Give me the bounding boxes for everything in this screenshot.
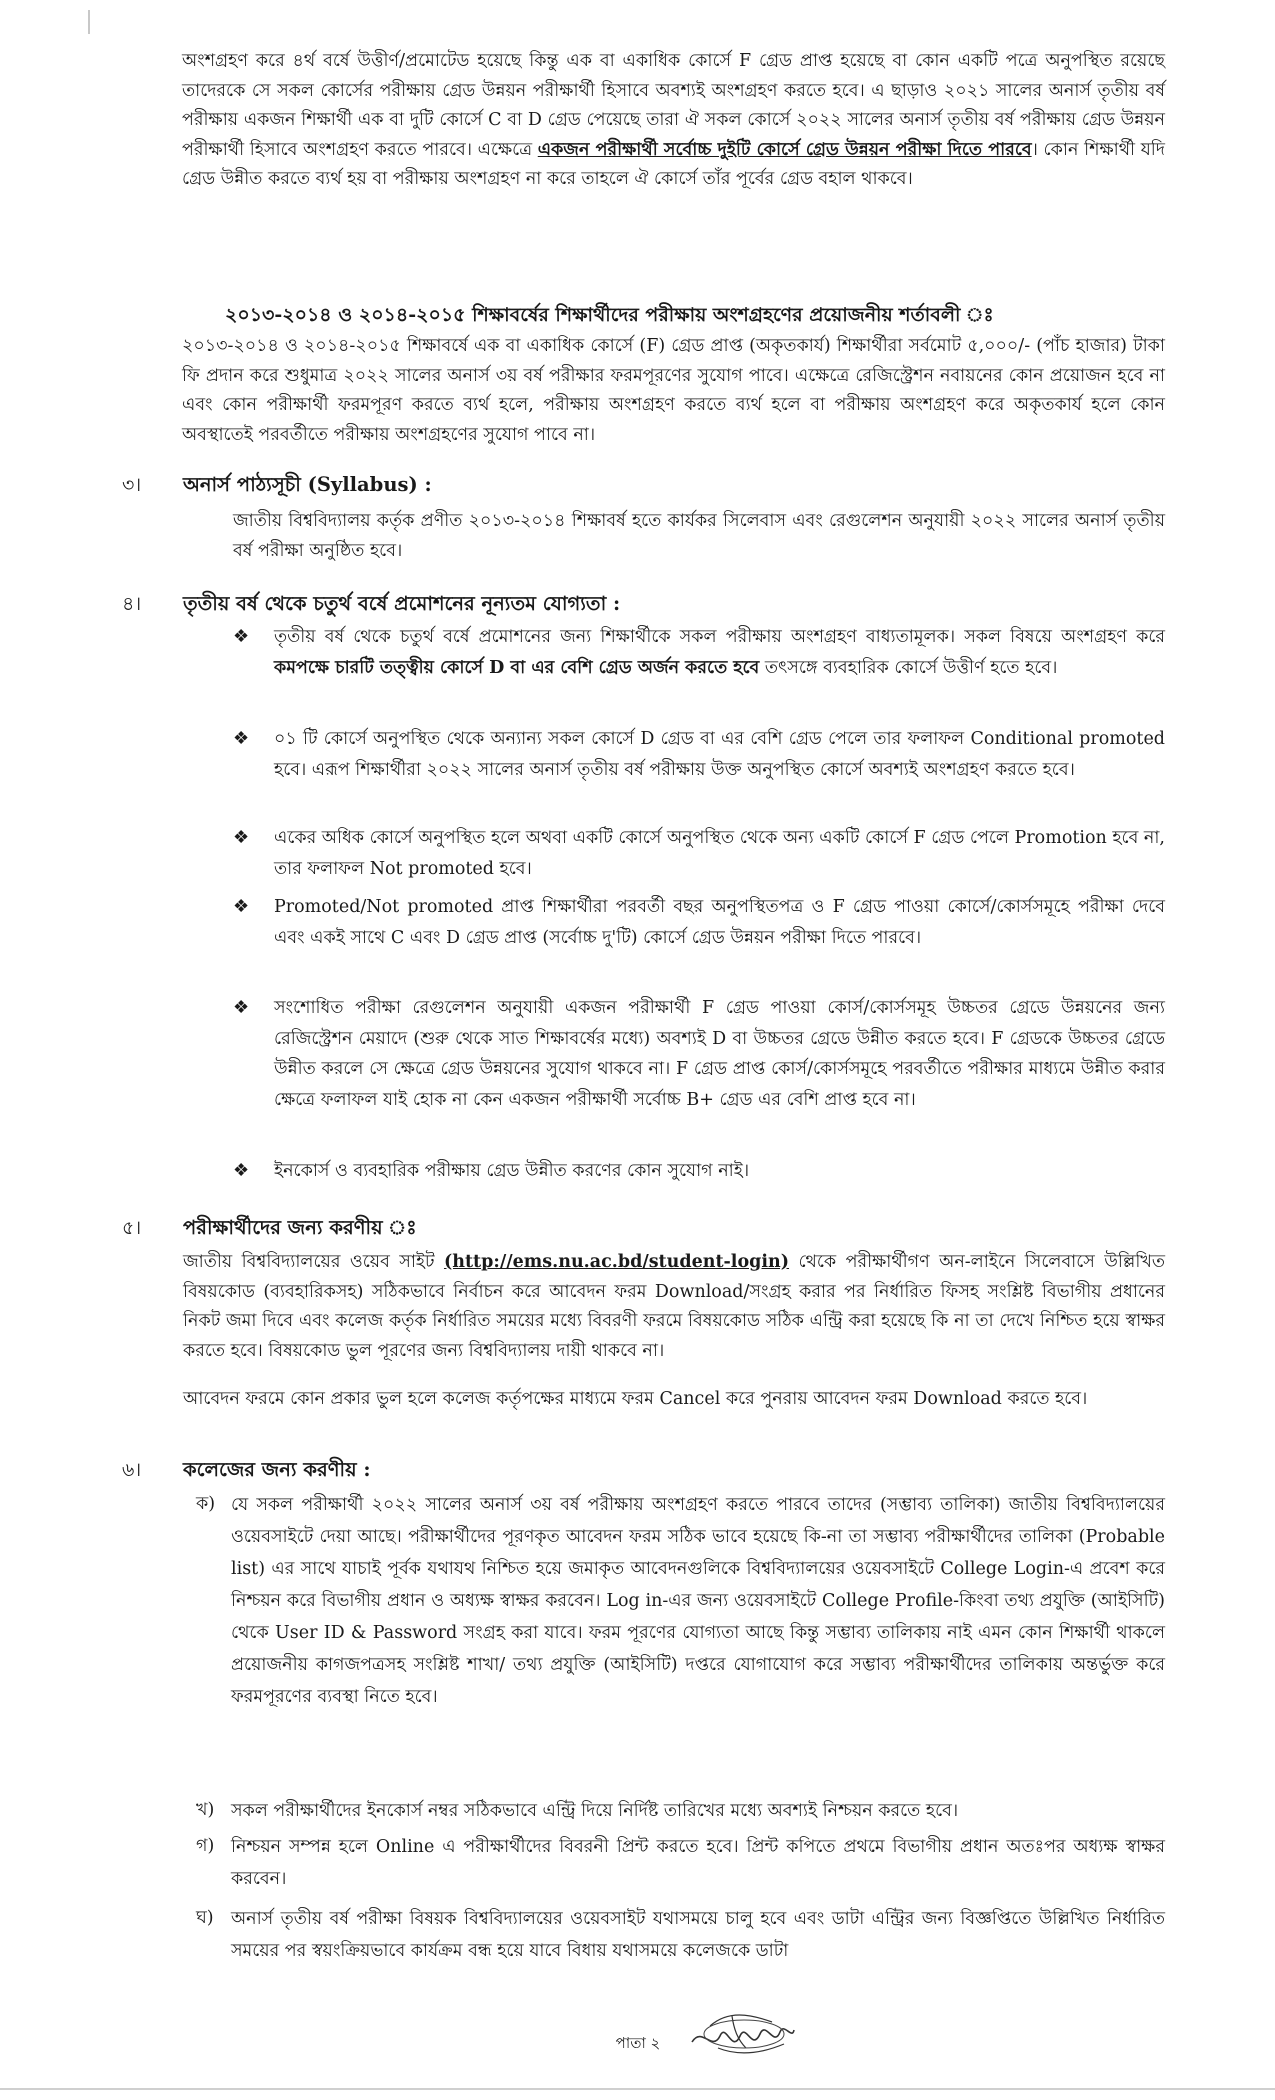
session-conditions-heading: ২০১৩-২০১৪ ও ২০১৪-২০১৫ শিক্ষাবর্ষের শিক্ষার্থীদের পরীক্ষায় অংশগ্রহণের প্রয়োজনীয় শর্তাবলী ঃ: [225, 304, 994, 326]
section3-number: ৩।: [122, 474, 142, 496]
section6-number: ৬।: [122, 1459, 142, 1481]
page-bottom-edge: [0, 2088, 1275, 2090]
signature-scribble: [688, 1996, 798, 2066]
section4-title: তৃতীয় বর্ষ থেকে চতুর্থ বর্ষে প্রমোশনের নূন্যতম যোগ্যতা :: [183, 592, 621, 615]
section5-note: আবেদন ফরমে কোন প্রকার ভুল হলে কলেজ কর্তৃপক্ষের মাধ্যমে ফরম Cancel করে পুনরায় আবেদন ফরম Download করতে হবে।: [183, 1389, 1088, 1409]
bullet-text: Promoted/Not promoted প্রাপ্ত শিক্ষার্থীরা পরবর্তী বছর অনুপস্থিতপত্র ও F গ্রেড পাওয়া কোর্সে/কোর্সসমূহে পরীক্ষা দেবে এবং একই সাথে C এবং D গ্রেড প্রাপ্ত (সর্বোচ্চ দু'টি) কোর্সে গ্রেড উন্নয়ন পরীক্ষা দিতে পারবে।: [274, 897, 1165, 948]
bullet-icon: ❖: [233, 827, 250, 848]
intro-text: অংশগ্রহণ করে ৪র্থ বর্ষে উত্তীর্ণ/প্রমোটেড হয়েছে কিন্তু এক বা একাধিক কোর্সে F গ্রেড প্রাপ্ত হয়েছে বা কোন একটি পত্রে অনুপস্থিত রয়েছে তাদেরকে সে সকল কোর্সের পরীক্ষায় গ্রেড উন্নয়ন পরীক্ষার্থী হিসাবে অবশ্যই অংশগ্রহণ করতে হবে। এ ছাড়াও ২০২১ সালের অনার্স তৃতীয় বর্ষ পরীক্ষায় একজন শিক্ষার্থী এক বা দুটি কোর্সে C বা D গ্রেড পেয়েছে তারা ঐ সকল কোর্সে ২০২২ সালের অনার্স তৃতীয় বর্ষ পরীক্ষায় গ্রেড উন্নয়ন পরীক্ষার্থী হিসাবে অংশগ্রহণ করতে পারবে। এক্ষেত্রে: [182, 51, 1165, 160]
scan-artifact: [88, 10, 90, 34]
item-text: যে সকল পরীক্ষার্থী ২০২২ সালের অনার্স ৩য় বর্ষ পরীক্ষায় অংশগ্রহণ করতে পারবে তাদের (সম্ভাব্য তালিকা) জাতীয় বিশ্ববিদ্যালয়ের ওয়েবসাইটে দেয়া আছে। পরীক্ষার্থীদের পূরণকৃত আবেদন ফরম সঠিক ভাবে হয়েছে কি-না তা সম্ভাব্য পরীক্ষার্থীদের তালিকা (Probable list) এর সাথে যাচাই পূর্বক যথাযথ নিশ্চিত হয়ে জমাকৃত আবেদনগুলিকে বিশ্ববিদ্যালয়ের ওয়েবসাইটে College Login-এ প্রবেশ করে নিশ্চয়ন করে বিভাগীয় প্রধান ও অধ্যক্ষ স্বাক্ষর করবেন। Log in-এর জন্য ওয়েবসাইটে College Profile-কিংবা তথ্য প্রযুক্তি (আইসিটি) থেকে User ID & Password সংগ্রহ করা যাবে। ফরম পূরণের যোগ্যতা আছে কিন্তু সম্ভাব্য তালিকায় নাই এমন কোন শিক্ষার্থী থাকলে প্রয়োজনীয় কাগজপত্রসহ সংশ্লিষ্ট শাখা/ তথ্য প্রযুক্তি (আইসিটি) দপ্তরে যোগাযোগ করে সম্ভাব্য পরীক্ষার্থীদের তালিকায় অন্তর্ভুক্ত করে ফরমপূরণের ব্যবস্থা নিতে হবে।: [231, 1495, 1165, 1707]
bullet-text: ইনকোর্স ও ব্যবহারিক পরীক্ষায় গ্রেড উন্নীত করণের কোন সুযোগ নাই।: [274, 1161, 750, 1181]
bullet-text: সংশোধিত পরীক্ষা রেগুলেশন অনুযায়ী একজন পরীক্ষার্থী F গ্রেড পাওয়া কোর্স/কোর্সসমূহ উচ্চতর গ্রেডে উন্নয়নের জন্য রেজিস্ট্রেশন মেয়াদে (শুরু থেকে সাত শিক্ষাবর্ষের মধ্যে) অবশ্যই D বা উচ্চতর গ্রেডে উন্নীত করতে হবে। F গ্রেডকে উচ্চতর গ্রেডে উন্নীত করলে সে ক্ষেত্রে গ্রেড উন্নয়নের সুযোগ থাকবে না। F গ্রেড প্রাপ্ত কোর্স/কোর্সসমূহে পরবর্তীতে পরীক্ষার মাধ্যমে উন্নীত করার ক্ষেত্রে ফলাফল যাই হোক না কেন একজন পরীক্ষার্থী সর্বোচ্চ B+ গ্রেড এর বেশি প্রাপ্ত হবে না।: [274, 998, 1165, 1110]
item-marker: গ): [196, 1836, 215, 1856]
bullet-bold-text: কমপক্ষে চারটি তত্ত্বীয় কোর্সে D বা এর বেশি গ্রেড অর্জন করতে হবে: [274, 657, 760, 678]
student-login-link[interactable]: (http://ems.nu.ac.bd/student-login): [443, 1252, 790, 1272]
section5-body: জাতীয় বিশ্ববিদ্যালয়ের ওয়েব সাইট (http://ems.nu.ac.bd/student-login) থেকে পরীক্ষার্থীগণ অন-লাইনে সিলেবাসে উল্লিখিত বিষয়কোড (ব্যবহারিকসহ) সঠিকভাবে নির্বাচন করে আবেদন ফরম Download/সংগ্রহ করার পর নির্ধারিত ফিসহ সংশ্লিষ্ট বিভাগীয় প্রধানের নিকট জমা দিবে এবং কলেজ কর্তৃক নির্ধারিত সময়ের মধ্যে বিবরণী ফরমে বিষয়কোড সঠিক এন্ট্রি করা হয়েছে কি না তা দেখে নিশ্চিত হয়ে স্বাক্ষর করতে হবে। বিষয়কোড ভুল পূরণের জন্য বিশ্ববিদ্যালয় দায়ী থাকবে না।: [183, 1252, 1165, 1361]
bullet-icon: ❖: [233, 626, 250, 647]
bullet-text: একের অধিক কোর্সে অনুপস্থিত হলে অথবা একটি কোর্সে অনুপস্থিত থেকে অন্য একটি কোর্সে F গ্রেড পেলে Promotion হবে না, তার ফলাফল Not promoted হবে।: [274, 828, 1165, 879]
bullet-icon: ❖: [233, 1160, 250, 1181]
bullet-text: তৃতীয় বর্ষ থেকে চতুর্থ বর্ষে প্রমোশনের জন্য শিক্ষার্থীকে সকল পরীক্ষায় অংশগ্রহণ বাধ্যতামূলক। সকল বিষয়ে অংশগ্রহণ করে কমপক্ষে চারটি তত্ত্বীয় কোর্সে D বা এর বেশি গ্রেড অর্জন করতে হবে তৎসঙ্গে ব্যবহারিক কোর্সে উত্তীর্ণ হতে হবে।: [274, 627, 1165, 678]
bullet-icon: ❖: [233, 896, 250, 917]
item-marker: খ): [196, 1800, 215, 1820]
intro-bold-text: একজন পরীক্ষার্থী সর্বোচ্চ দুইটি কোর্সে গ্রেড উন্নয়ন পরীক্ষা দিতে পারবে: [537, 139, 1032, 160]
intro-text-end: । কোন শিক্ষার্থী যদি গ্রেড উন্নীত করতে ব্যর্থ হয় বা পরীক্ষায় অংশগ্রহণ না করে তাহলে ঐ কোর্সে তাঁর পূর্বের গ্রেড বহাল থাকবে।: [182, 139, 1165, 189]
section3-title: অনার্স পাঠ্যসূচী (Syllabus) :: [183, 473, 432, 496]
section3-body: জাতীয় বিশ্ববিদ্যালয় কর্তৃক প্রণীত ২০১৩-২০১৪ শিক্ষাবর্ষ হতে কার্যকর সিলেবাস এবং রেগুলেশন অনুযায়ী ২০২২ সালের অনার্স তৃতীয় বর্ষ পরীক্ষা অনুষ্ঠিত হবে।: [233, 511, 1165, 561]
section5-number: ৫।: [122, 1217, 142, 1239]
bullet-text: ০১ টি কোর্সে অনুপস্থিত থেকে অন্যান্য সকল কোর্সে D গ্রেড বা এর বেশি গ্রেড পেলে তার ফলাফল Conditional promoted হবে। এরূপ শিক্ষার্থীরা ২০২২ সালের অনার্স তৃতীয় বর্ষ পরীক্ষায় উক্ত অনুপস্থিত কোর্সে অবশ্যই অংশগ্রহণ করতে হবে।: [274, 729, 1165, 780]
item-text: নিশ্চয়ন সম্পন্ন হলে Online এ পরীক্ষার্থীদের বিবরনী প্রিন্ট করতে হবে। প্রিন্ট কপিতে প্রথমে বিভাগীয় প্রধান অতঃপর অধ্যক্ষ স্বাক্ষর করবেন।: [231, 1837, 1165, 1889]
section6-title: কলেজের জন্য করণীয় :: [183, 1458, 371, 1481]
item-text: সকল পরীক্ষার্থীদের ইনকোর্স নম্বর সঠিকভাবে এন্ট্রি দিয়ে নির্দিষ্ট তারিখের মধ্যে অবশ্যই নিশ্চয়ন করতে হবে।: [231, 1801, 959, 1821]
page-number: পাতা ২: [615, 2034, 661, 2052]
session-conditions-body: ২০১৩-২০১৪ ও ২০১৪-২০১৫ শিক্ষাবর্ষে এক বা একাধিক কোর্সে (F) গ্রেড প্রাপ্ত (অকৃতকার্য) শিক্ষার্থীরা সর্বমোট ৫,০০০/- (পাঁচ হাজার) টাকা ফি প্রদান করে শুধুমাত্র ২০২২ সালের অনার্স ৩য় বর্ষ পরীক্ষার ফরমপূরণের সুযোগ পাবে। এক্ষেত্রে রেজিস্ট্রেশন নবায়নের কোন প্রয়োজন হবে না এবং কোন পরীক্ষার্থী ফরমপূরণ করতে ব্যর্থ হলে, পরীক্ষায় অংশগ্রহণ করতে ব্যর্থ হলে বা পরীক্ষায় অংশগ্রহণ করে অকৃতকার্য হলে কোন অবস্থাতেই পরবর্তীতে পরীক্ষায় অংশগ্রহণের সুযোগ পাবে না।: [182, 336, 1165, 445]
item-marker: ঘ): [196, 1908, 214, 1928]
section4-number: ৪।: [122, 593, 142, 615]
bullet-icon: ❖: [233, 997, 250, 1018]
item-marker: ক): [196, 1494, 216, 1514]
item-text: অনার্স তৃতীয় বর্ষ পরীক্ষা বিষয়ক বিশ্ববিদ্যালয়ের ওয়েবসাইট যথাসময়ে চালু হবে এবং ডাটা এন্ট্রির জন্য বিজ্ঞপ্তিতে উল্লিখিত নির্ধারিত সময়ের পর স্বয়ংক্রিয়ভাবে কার্যক্রম বন্ধ হয়ে যাবে বিধায় যথাসময়ে কলেজকে ডাটা: [231, 1909, 1165, 1961]
section5-title: পরীক্ষার্থীদের জন্য করণীয় ঃ: [183, 1216, 417, 1239]
bullet-icon: ❖: [233, 728, 250, 749]
intro-paragraph: [182, 47, 1165, 195]
